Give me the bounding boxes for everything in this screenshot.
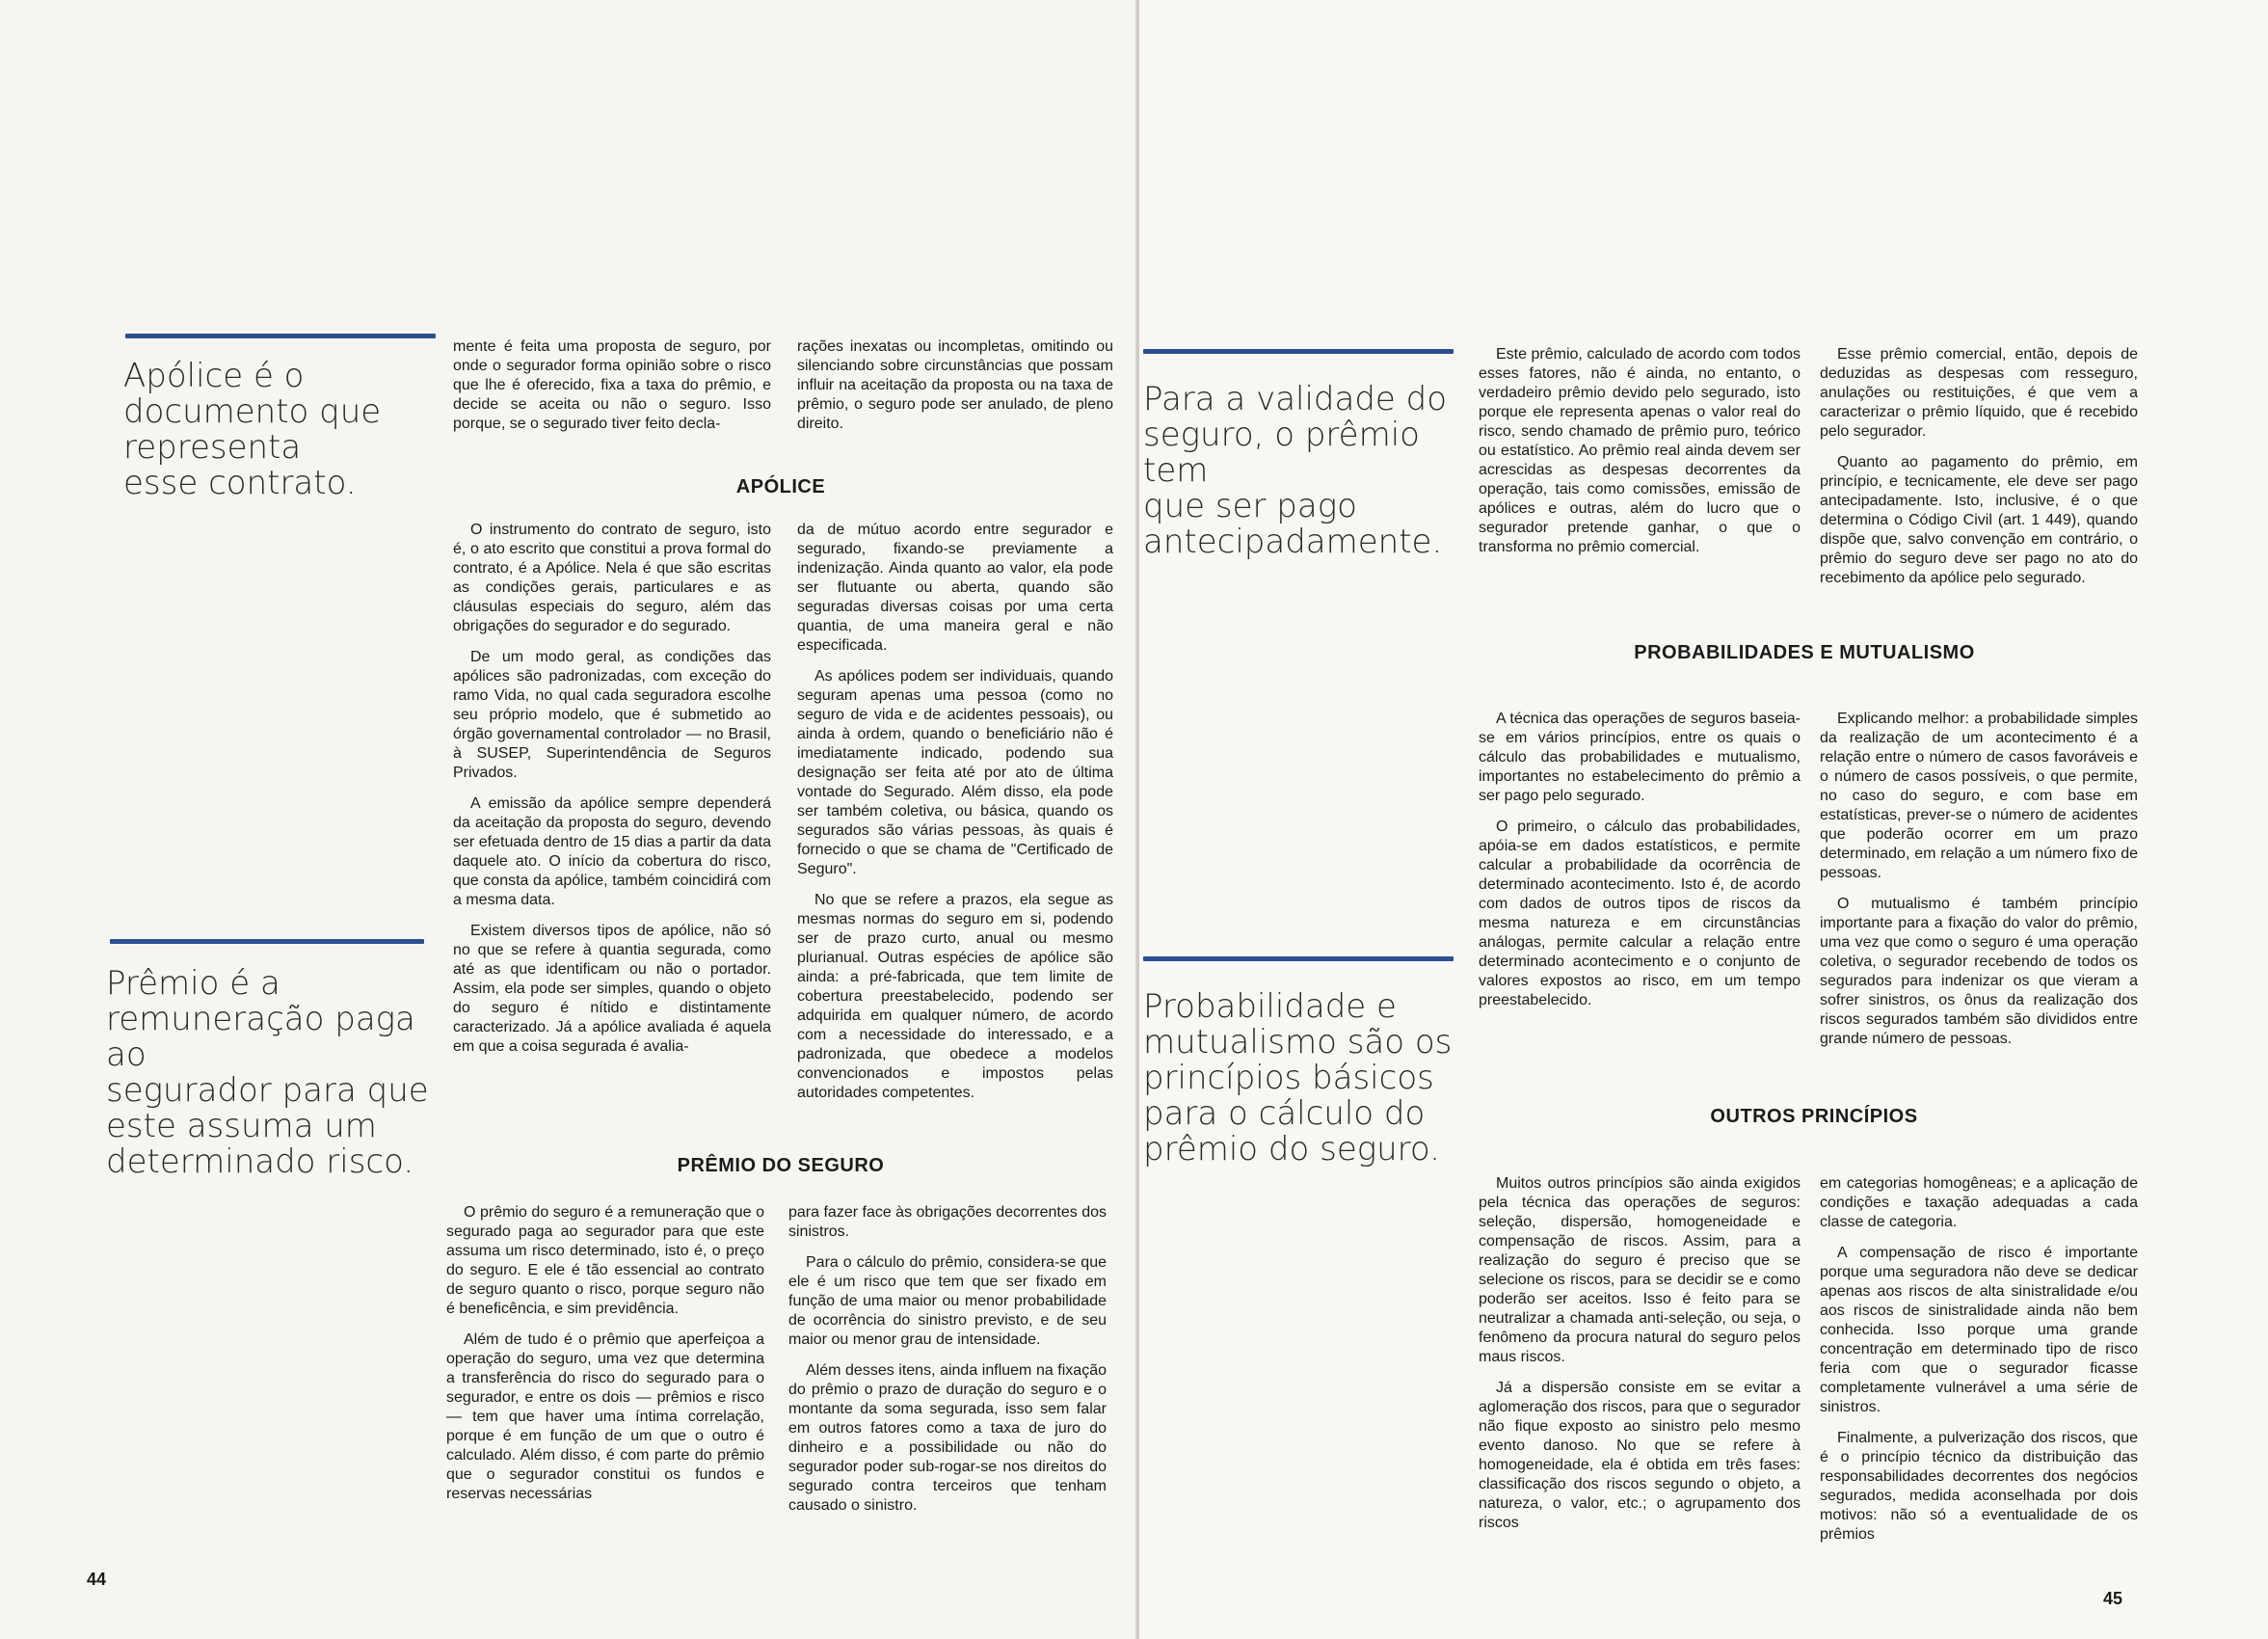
paragraph: De um modo geral, as condições das apólices são padronizadas, com exceção do ramo Vida, no qual cada seguradora escolhe seu próprio modelo, que é submetido ao órgão governamental controlador — no Brasil, à SUSEP, Superintendência de Seguros Privados. bbox=[453, 649, 771, 781]
pull-quote-line: para o cálculo do bbox=[1143, 1094, 1426, 1133]
text-column bbox=[1479, 710, 1801, 1022]
paragraph: As apólices podem ser individuais, quando seguram apenas uma pessoa (como no seguro de vida e de acidentes pessoais), ou ainda à ordem, quando o beneficiário não é imediatamente indicado, podendo sua designação ser feita até por ato de última vontade do Segurado. Além disso, ela pode ser também coletiva, ou básica, quando os segurados são várias pessoas, às quais é fornecido o que se chama de "Certificado de Seguro". bbox=[797, 668, 1113, 877]
paragraph: rações inexatas ou incompletas, omitindo ou silenciando sobre circunstâncias que possam influir na aceitação da proposta ou na taxa de prêmio, o seguro pode ser anulado, de pleno direito. bbox=[797, 338, 1113, 432]
pull-quote-line: Apólice é o bbox=[123, 357, 305, 395]
paragraph: O prêmio do seguro é a remuneração que o segurado paga ao segurador para que este assuma um risco determinado, isto é, o preço do seguro. E ele é tão essencial ao contrato de seguro quanto o risco, porque seguro não é beneficência, e sim previdência. bbox=[446, 1204, 764, 1317]
pull-quote-line: remuneração paga ao bbox=[106, 1000, 415, 1074]
text-column bbox=[453, 521, 771, 1068]
paragraph: em categorias homogêneas; e a aplicação de condições e taxação adequadas a cada classe de categoria. bbox=[1820, 1175, 2138, 1230]
right-page bbox=[1139, 0, 2268, 1639]
text-column bbox=[453, 337, 771, 445]
paragraph: O instrumento do contrato de seguro, isto é, o ato escrito que constitui a prova formal do contrato, é a Apólice. Nela é que são escritas as condições gerais, particulares e as cláusulas especiais do seguro, além das obrigações do segurador e do segurado. bbox=[453, 522, 771, 634]
section-heading-apolice: APÓLICE bbox=[735, 476, 826, 497]
pull-quote-apolice bbox=[123, 359, 441, 501]
pull-quote-line: Prêmio é a bbox=[106, 964, 280, 1003]
paragraph: O mutualismo é também princípio importante para a fixação do valor do prêmio, uma vez que como o seguro é uma operação coletiva, o segurador recebendo de todos os segurados para indenizar os que vieram a sofrer sinistros, os ônus da realização dos riscos segurados também são divididos entre grande número de pessoas. bbox=[1820, 896, 2138, 1047]
pull-quote-rule bbox=[110, 939, 424, 944]
pull-quote-line: antecipadamente. bbox=[1143, 523, 1443, 561]
paragraph: A emissão da apólice sempre dependerá da aceitação da proposta do seguro, devendo ser efetuada dentro de 15 dias a partir da data daquele ato. O início da cobertura do risco, que consta da apólice, também coincidirá com a mesma data. bbox=[453, 795, 771, 908]
pull-quote-line: determinado risco. bbox=[106, 1142, 414, 1181]
pull-quote-line: documento que bbox=[123, 392, 382, 431]
paragraph: Existem diversos tipos de apólice, não só no que se refere à quantia segurada, como até as que identificam ou não o portador. Assim, ela pode ser simples, quando o objeto do seguro é nítido e distintamente caracterizado. Já a apólice avaliada é aquela em que a coisa segurada é avalia- bbox=[453, 923, 771, 1055]
text-column bbox=[1479, 1174, 1801, 1545]
text-column bbox=[446, 1203, 764, 1516]
pull-quote-validade bbox=[1143, 382, 1471, 560]
pull-quote-line: princípios básicos bbox=[1143, 1059, 1434, 1097]
pull-quote-line: mutualismo são os bbox=[1143, 1023, 1453, 1061]
paragraph: Explicando melhor: a probabilidade simples da realização de um acontecimento é a relação entre o número de casos favoráveis e o número de casos possíveis, o que permite, no caso do seguro, e com base em estatísticas, prever-se o número de acidentes que poderão ocorrer em um prazo determinado, em relação a um número fixo de pessoas. bbox=[1820, 711, 2138, 881]
text-column bbox=[797, 337, 1113, 445]
pull-quote-line: esse contrato. bbox=[123, 464, 357, 502]
pull-quote-line: segurador para que bbox=[106, 1071, 429, 1110]
pull-quote-rule bbox=[1143, 349, 1454, 354]
paragraph: da de mútuo acordo entre segurador e segurado, fixando-se previamente a indenização. Ainda quanto ao valor, ela pode ser flutuante ou aberta, quando são seguradas diversas coisas por uma certa quantia, de uma maneira geral e não especificada. bbox=[797, 522, 1113, 654]
paragraph: O primeiro, o cálculo das probabilidades, apóia-se em dados estatísticos, e permite calcular a probabilidade da ocorrência de determinado acontecimento. Isto é, de acordo com dados de outros tipos de riscos da mesma natureza e em circunstâncias análogas, permite calcular a relação entre determinado acontecimento e o conjunto de valores expostos ao risco, em um tempo preestabelecido. bbox=[1479, 819, 1801, 1008]
paragraph: A técnica das operações de seguros baseia-se em vários princípios, entre os quais o cálculo das probabilidades e mutualismo, importantes no estabelecimento do prêmio a ser pago pelo segurado. bbox=[1479, 711, 1801, 804]
section-heading-outros: OUTROS PRINCÍPIOS bbox=[1710, 1106, 1918, 1127]
text-column bbox=[797, 521, 1113, 1115]
section-heading-probabilidades: PROBABILIDADES E MUTUALISMO bbox=[1634, 642, 1975, 663]
text-column bbox=[1820, 710, 2138, 1061]
page-number: 45 bbox=[2103, 1589, 2123, 1608]
paragraph: mente é feita uma proposta de seguro, por onde o segurador forma opinião sobre o risco que lhe é oferecido, fixa a taxa do prêmio, e decide se aceita ou não o seguro. Isso porque, se o segurado tiver feito decla- bbox=[453, 338, 771, 432]
paragraph: Quanto ao pagamento do prêmio, em princípio, e tecnicamente, ele deve ser pago antecipadamente. Isto, inclusive, é o que determina o Código Civil (art. 1 449), quando dispõe que, salvo convenção em contrário, o prêmio do seguro deve ser pago no ato do recebimento da apólice pelo segurado. bbox=[1820, 454, 2138, 586]
pull-quote-rule bbox=[1143, 956, 1454, 961]
pull-quote-line: este assuma um bbox=[106, 1107, 377, 1145]
text-column bbox=[1479, 345, 1801, 569]
pull-quote-line: Probabilidade e bbox=[1143, 987, 1397, 1026]
paragraph: Muitos outros princípios são ainda exigidos pela técnica das operações de seguros: seleção, dispersão, homogeneidade e compensação de riscos. Assim, para a realização do seguro é preciso que se selecione os riscos, para se decidir se e como poderão ser aceitos. Isso é feito para se neutralizar a chamada anti-seleção, ou seja, o fenômeno da procura natural do seguro pelos maus riscos. bbox=[1479, 1175, 1801, 1365]
pull-quote-premio bbox=[106, 966, 434, 1180]
pull-quote-line: seguro, o prêmio tem bbox=[1143, 416, 1420, 490]
pull-quote-line: representa bbox=[123, 428, 302, 467]
pull-quote-line: Para a validade do bbox=[1143, 380, 1448, 418]
paragraph: A compensação de risco é importante porque uma seguradora não deve se dedicar apenas aos riscos de alta sinistralidade e/ou aos riscos de sinistralidade ainda não bem conhecida. Isso porque uma grande concentração em determinado tipo de risco feria com que o segurador ficasse completamente vulnerável a uma série de sinistros. bbox=[1820, 1245, 2138, 1415]
paragraph: Já a dispersão consiste em se evitar a aglomeração dos riscos, para que o segurador não fique exposto ao sinistro pelo mesmo evento danoso. No que se refere à homogeneidade, ela é obtida em três fases: classificação dos riscos segundo o objeto, a natureza, o valor, etc.; o agrupamento dos riscos bbox=[1479, 1380, 1801, 1531]
text-column bbox=[788, 1203, 1107, 1527]
paragraph: Este prêmio, calculado de acordo com todos esses fatores, não é ainda, no entanto, o verdadeiro prêmio devido pelo segurado, isto porque ele representa apenas o valor real do risco, sendo chamado de prêmio puro, teórico ou estatístico. Ao prêmio real ainda devem ser acrescidas as despesas decorrentes da operação, tais como comissões, emissão de apólices e outras, além do lucro que o segurador pretende ganhar, o que o transforma no prêmio comercial. bbox=[1479, 346, 1801, 555]
section-heading-premio: PRÊMIO DO SEGURO bbox=[677, 1155, 885, 1176]
page-number: 44 bbox=[87, 1570, 107, 1589]
pull-quote-rule bbox=[125, 334, 436, 338]
pull-quote-line: prêmio do seguro. bbox=[1143, 1130, 1440, 1169]
paragraph: Finalmente, a pulverização dos riscos, que é o princípio técnico da distribuição das responsabilidades decorrentes dos negócios segurados, medida aconselhada por dois motivos: não só a eventualidade de os prêmios bbox=[1820, 1430, 2138, 1543]
paragraph: No que se refere a prazos, ela segue as mesmas normas do seguro em si, podendo ser de prazo curto, anual ou mesmo plurianual. Outras espécies de apólice são ainda: a pré-fabricada, que tem limite de cobertura preestabelecido, podendo ser adquirida em qualquer número, de acordo com a necessidade do interessado, e a padronizada, que obedece a modelos convencionados e impostos pelas autoridades competentes. bbox=[797, 892, 1113, 1101]
pull-quote-line: que ser pago bbox=[1143, 487, 1357, 525]
text-column bbox=[1820, 1174, 2138, 1556]
paragraph: para fazer face às obrigações decorrentes dos sinistros. bbox=[788, 1204, 1107, 1240]
paragraph: Além de tudo é o prêmio que aperfeiçoa a operação do seguro, uma vez que determina a transferência do risco do segurado para o segurador, e entre os dois — prêmios e risco — tem que haver uma íntima correlação, porque é em função de um que o outro é calculado. Além disso, é com parte do prêmio que o segurador constitui os fundos e reservas necessárias bbox=[446, 1331, 764, 1502]
pull-quote-probabilidade bbox=[1143, 989, 1471, 1168]
text-column bbox=[1820, 345, 2138, 600]
paragraph: Além desses itens, ainda influem na fixação do prêmio o prazo de duração do seguro e o montante da soma segurada, isso sem falar em outros fatores como a taxa de juro do dinheiro e a possibilidade ou não do segurador poder sub-rogar-se nos direitos do segurado contra terceiros que tenham causado o sinistro. bbox=[788, 1362, 1107, 1514]
paragraph: Para o cálculo do prêmio, considera-se que ele é um risco que tem que ser fixado em função de uma maior ou menor probabilidade de ocorrência do sinistro previsto, e de seu maior ou menor grau de intensidade. bbox=[788, 1254, 1107, 1348]
paragraph: Esse prêmio comercial, então, depois de deduzidas as despesas com resseguro, anulações ou restituições, é que vem a caracterizar o prêmio líquido, que é recebido pelo segurador. bbox=[1820, 346, 2138, 440]
